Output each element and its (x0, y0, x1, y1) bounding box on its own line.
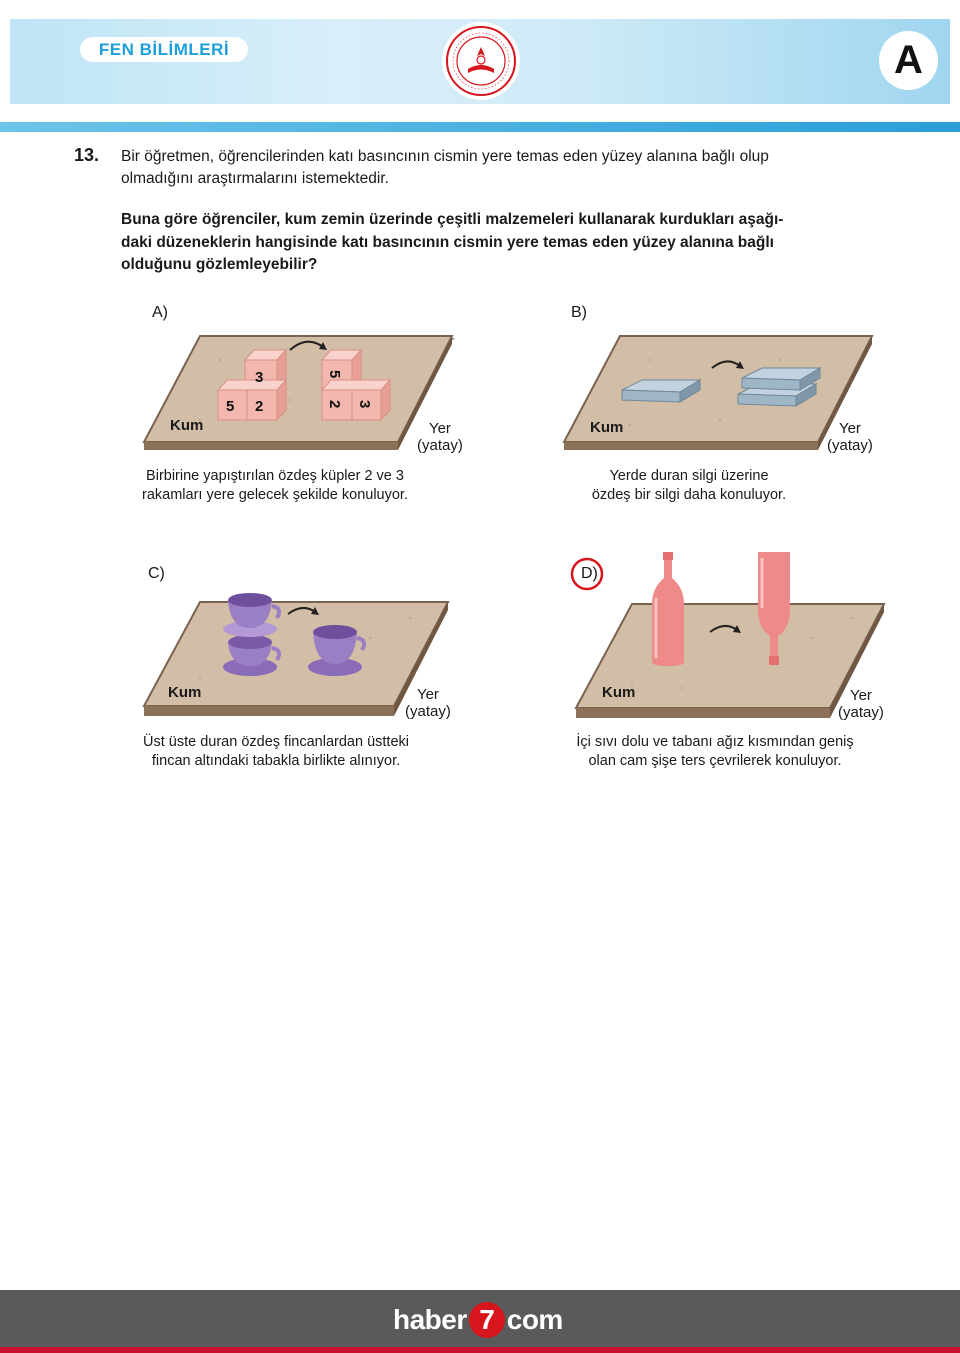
prompt-line: Buna göre öğrenciler, kum zemin üzerinde çeşitli malzemeleri kullanarak kurdukları aşağı- (121, 211, 784, 228)
header-divider (0, 122, 960, 132)
caption-line: fincan altındaki tabakla birlikte alınıyor. (151, 753, 401, 769)
logo-text-right: com (506, 1304, 563, 1335)
logo-text-left: haber (393, 1304, 467, 1335)
caption-line: Birbirine yapıştırılan özdeş küpler 2 ve 3 (146, 468, 404, 484)
option-a-caption (112, 467, 438, 505)
booklet-type: A (879, 31, 938, 90)
cube-face-label: 2 (326, 400, 343, 409)
ground-label-sub: (yatay) (827, 437, 873, 454)
cube-face-label: 2 (255, 398, 264, 415)
cube-face-label: 3 (356, 400, 373, 409)
prompt-line: daki düzeneklerin hangisinde katı basıncının cismin yere temas eden yüzey alanına bağlı (121, 233, 774, 251)
caption-line: Yerde duran silgi üzerine (609, 468, 769, 484)
meb-seal-icon (441, 21, 521, 101)
caption-line: özdeş bir silgi daha konuluyor. (591, 487, 787, 503)
sand-label: Kum (170, 417, 204, 434)
cube-face-label: 5 (326, 370, 343, 379)
haber7-logo[interactable] (393, 1300, 563, 1340)
option-d-label[interactable]: D) (581, 565, 598, 582)
subject-badge: FEN BİLİMLERİ (80, 37, 248, 62)
cube-face-label: 5 (226, 398, 235, 415)
ground-label-sub: (yatay) (417, 437, 463, 454)
ground-label-sub: (yatay) (405, 703, 451, 720)
sand-label: Kum (590, 419, 624, 436)
caption-line: olan cam şişe ters çevrilerek konuluyor. (588, 753, 842, 769)
ground-label (827, 420, 873, 454)
question-prompt (121, 209, 891, 277)
ground-label-sub: (yatay) (838, 704, 884, 721)
bottle-upright (652, 552, 684, 666)
question-number: 13. (74, 145, 100, 165)
ground-label (405, 686, 451, 720)
ground-label-text: Yer (849, 687, 872, 704)
option-d-caption (545, 733, 885, 771)
footer-accent-line (0, 1347, 960, 1353)
caption-line: Üst üste duran özdeş fincanlardan üstteki (143, 734, 409, 750)
ground-label-text: Yer (416, 686, 439, 703)
option-a-label[interactable]: A) (152, 304, 168, 321)
option-b-caption (553, 467, 825, 505)
ground-label (838, 687, 884, 721)
option-c-label[interactable]: C) (148, 565, 165, 582)
option-c-caption (108, 733, 444, 771)
ground-label-text: Yer (838, 420, 861, 437)
stem-line: Bir öğretmen, öğrencilerinden katı basıncının cismin yere temas eden yüzey alanına bağlı olup (121, 148, 769, 165)
prompt-line: olduğunu gözlemleyebilir? (121, 256, 318, 273)
sand-label: Kum (602, 684, 636, 701)
caption-line: rakamları yere gelecek şekilde konuluyor. (142, 487, 408, 503)
stem-line: olmadığını araştırmalarını istemektedir. (121, 170, 389, 187)
question-stem (121, 146, 881, 190)
sand-label: Kum (168, 684, 202, 701)
ground-label (417, 420, 463, 454)
caption-line: İçi sıvı dolu ve tabanı ağız kısmından geniş (576, 734, 854, 750)
cube-face-label: 3 (255, 369, 264, 386)
option-b-label[interactable]: B) (571, 304, 587, 321)
ground-label-text: Yer (428, 420, 451, 437)
logo-seven-badge: 7 (469, 1302, 505, 1338)
